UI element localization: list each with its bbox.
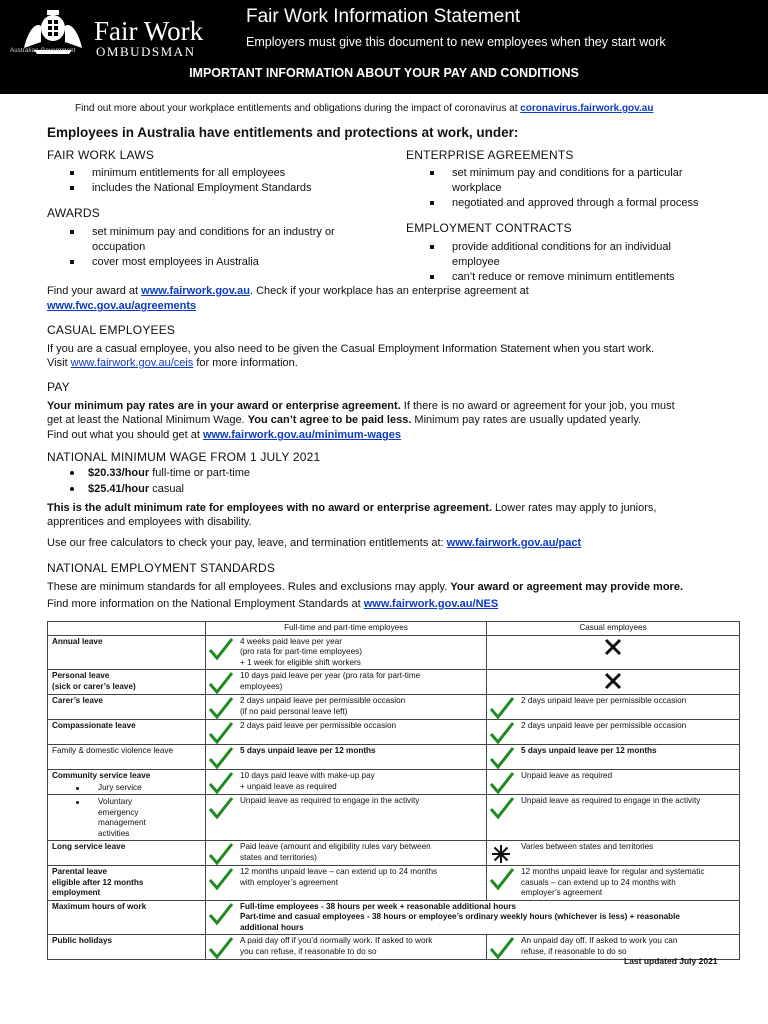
find-award-line [47, 285, 529, 297]
cell-line: Part-time and casual employees - 38 hours or employee’s ordinary weekly hours (whichever is less) + reasonable additional hours [240, 912, 680, 932]
pay-line-2 [47, 414, 641, 426]
entitlement-name [48, 866, 206, 901]
table-row [48, 670, 740, 695]
pay-bold-1: Your minimum pay rates are in your award or enterprise agreement. [47, 400, 401, 412]
nes-heading: NATIONAL EMPLOYMENT STANDARDS [47, 561, 276, 575]
cell-text: 5 days unpaid leave per 12 months [521, 746, 657, 755]
agreements-link[interactable]: www.fwc.gov.au/agreements [47, 300, 197, 312]
list-item: set minimum pay and conditions for an industry or occupation [70, 225, 370, 255]
list-item: provide additional conditions for an individual employee [430, 240, 700, 270]
nes-line-2 [47, 598, 498, 610]
header-cell-casual: Casual employees [487, 622, 740, 636]
casual-cell [487, 795, 740, 841]
adult-rate-bold: This is the adult minimum rate for employees with no award or enterprise agreement. [47, 502, 492, 514]
cell-text: An unpaid day off. If asked to work you can refuse, if reasonable to do so [521, 936, 678, 956]
check-icon [208, 842, 234, 866]
find-award-text: Find your award at [47, 285, 142, 297]
cell-text: 12 months unpaid leave for regular and systematic casuals – can extend up to 24 months with employer’s agreement [521, 867, 705, 897]
entitlement-line: eligible after 12 months employment [52, 877, 144, 897]
page-title: Fair Work Information Statement [246, 6, 521, 27]
check-icon [489, 867, 515, 891]
max-hours-cell [206, 900, 740, 935]
wage-type: full-time or part-time [149, 467, 250, 479]
page-subtitle: Employers must give this document to new employees when they start work [246, 35, 666, 49]
wage-amount: $20.33/hour [88, 467, 150, 479]
adult-rate-rest: Lower rates may apply to juniors, [492, 502, 657, 514]
table-row [48, 635, 740, 670]
adult-rate-line-2: apprentices and employees with disability. [47, 516, 252, 528]
entitlement-name: Public holidays [48, 935, 206, 960]
check-icon [489, 936, 515, 960]
list-item: Jury service [52, 783, 201, 794]
cell-text: 10 days paid leave per year (pro rata for part-time employees) [240, 671, 421, 691]
cell-line: 4 weeks paid leave per year [240, 636, 342, 646]
table-row [48, 841, 740, 866]
header-cell-full-time: Full-time and part-time employees [206, 622, 487, 636]
asterisk-icon [491, 844, 511, 864]
casual-text-post: for more information. [193, 357, 298, 369]
entitlement-name: Maximum hours of work [48, 900, 206, 935]
brand-logo-text: Fair Work [94, 16, 204, 46]
table-row [48, 795, 740, 841]
header-band [0, 0, 768, 94]
list-item: cover most employees in Australia [70, 255, 370, 270]
covid-link[interactable]: coronavirus.fairwork.gov.au [520, 103, 654, 114]
last-updated: Last updated July 2021 [624, 956, 718, 966]
table-row [48, 695, 740, 720]
table-row [48, 866, 740, 901]
entitlement-line: Parental leave [52, 867, 108, 876]
brand-sub: OMBUDSMAN [96, 44, 196, 59]
intro-heading: Employees in Australia have entitlements and protections at work, under: [47, 125, 519, 140]
casual-heading: CASUAL EMPLOYEES [47, 323, 176, 337]
cell-text: 2 days unpaid leave per permissible occasion [521, 696, 687, 705]
check-icon [208, 796, 234, 820]
check-icon [208, 696, 234, 720]
list-item [66, 465, 250, 481]
casual-text: Visit [47, 357, 71, 369]
wage-amount: $25.41/hour [88, 483, 150, 495]
pay-bold-2: You can’t agree to be paid less. [247, 414, 412, 426]
list-item: can’t reduce or remove minimum entitlements [430, 270, 730, 285]
casual-cell [487, 745, 740, 770]
list-item: set minimum pay and conditions for a particular workplace [430, 166, 715, 196]
fair-work-laws-list [70, 166, 370, 196]
check-icon [489, 796, 515, 820]
entitlement-name: Family & domestic violence leave [48, 745, 206, 770]
pact-link[interactable]: www.fairwork.gov.au/pact [446, 537, 582, 549]
nes-link[interactable]: www.fairwork.gov.au/NES [363, 598, 499, 610]
pay-text-3: Minimum pay rates are usually updated yearly. [411, 414, 642, 426]
full-time-cell [206, 635, 487, 670]
casual-cell [487, 670, 740, 695]
list-item: negotiated and approved through a formal process [430, 196, 730, 211]
list-item: minimum entitlements for all employees [70, 166, 370, 181]
full-time-cell [206, 670, 487, 695]
check-icon [208, 721, 234, 745]
nmw-list [66, 465, 250, 497]
cell-text: 12 months unpaid leave – can extend up to 24 months with employer’s agreement [240, 867, 438, 887]
cell-line: Full-time employees - 38 hours per week + reasonable additional hours [240, 901, 516, 911]
ceis-link[interactable]: www.fairwork.gov.au/ceis [70, 357, 194, 369]
cell-line: + 1 week for eligible shift workers [240, 657, 361, 667]
covid-note [75, 103, 653, 114]
casual-cell [487, 841, 740, 866]
nmw-heading: NATIONAL MINIMUM WAGE FROM 1 JULY 2021 [47, 450, 321, 464]
casual-cell [487, 866, 740, 901]
enterprise-agreements-list [430, 166, 730, 211]
awards-heading: AWARDS [47, 206, 100, 220]
calculator-line [47, 537, 581, 549]
cell-text: Unpaid leave as required to engage in the activity [521, 796, 701, 805]
check-icon [208, 746, 234, 770]
entitlement-line: (sick or carer’s leave) [52, 681, 136, 691]
cell-text: Varies between states and territories [521, 842, 654, 851]
table-row [48, 770, 740, 795]
list-item: includes the National Employment Standards [70, 181, 370, 196]
nes-text-2: Find more information on the National Employment Standards at [47, 598, 364, 610]
check-icon [208, 902, 234, 926]
fair-work-laws-heading: FAIR WORK LAWS [47, 148, 155, 162]
pay-text-2: get at least the National Minimum Wage. [47, 414, 248, 426]
table-row [48, 745, 740, 770]
entitlement-name [48, 670, 206, 695]
table-row [48, 720, 740, 745]
cell-text: Unpaid leave as required [521, 771, 613, 780]
list-item [66, 481, 250, 497]
check-icon [489, 721, 515, 745]
entitlement-name [48, 770, 206, 795]
table-header-row [48, 622, 740, 636]
cross-icon [603, 671, 623, 691]
casual-cell [487, 695, 740, 720]
agreements-link-line [47, 300, 196, 312]
community-sub-list [52, 783, 201, 794]
entitlement-name: Carer’s leave [48, 695, 206, 720]
cell-text: A paid day off if you’d normally work. If asked to work you can refuse, if reasonable to do so [240, 936, 433, 956]
check-icon [208, 771, 234, 795]
wage-type: casual [149, 483, 184, 495]
casual-line-1: If you are a casual employee, you also need to be given the Casual Employment Information Statement when you start work. [47, 343, 655, 355]
awards-list [70, 225, 370, 270]
community-sub-list [52, 797, 201, 839]
cell-text: Paid leave (amount and eligibility rules vary between states and territories) [240, 842, 431, 862]
minimum-wages-link[interactable]: www.fairwork.gov.au/minimum-wages [202, 429, 401, 441]
nes-table [47, 621, 740, 960]
cell-line: (pro rata for part-time employees) [240, 647, 362, 656]
check-icon [489, 771, 515, 795]
calc-text: Use our free calculators to check your pay, leave, and termination entitlements at: [47, 537, 447, 549]
full-time-cell [206, 866, 487, 901]
entitlement-name: Compassionate leave [48, 720, 206, 745]
casual-cell [487, 770, 740, 795]
nes-line-1 [47, 581, 683, 593]
important-banner: IMPORTANT INFORMATION ABOUT YOUR PAY AND CONDITIONS [189, 66, 579, 80]
list-item: Voluntary emergency management activities [52, 797, 201, 839]
casual-line-2 [47, 357, 298, 369]
cell-text: 5 days unpaid leave per 12 months [240, 746, 376, 755]
pay-line-3 [47, 429, 401, 441]
cell-line: + unpaid leave as required [240, 781, 337, 791]
adult-rate-line-1 [47, 502, 656, 514]
full-time-cell [206, 795, 487, 841]
covid-text: Find out more about your workplace entitlements and obligations during the impact of coronavirus at [75, 103, 521, 114]
cell-line: 10 days paid leave with make-up pay [240, 771, 375, 780]
entitlement-line: Personal leave [52, 671, 110, 680]
find-award-text-2: . Check if your workplace has an enterprise agreement at [249, 285, 529, 297]
full-time-cell [206, 720, 487, 745]
pay-heading: PAY [47, 380, 70, 394]
entitlement-line: Community service leave [52, 771, 151, 780]
check-icon [208, 936, 234, 960]
fairwork-link[interactable]: www.fairwork.gov.au [141, 285, 250, 297]
employment-contracts-heading: EMPLOYMENT CONTRACTS [406, 221, 572, 235]
casual-cell [487, 720, 740, 745]
casual-cell [487, 635, 740, 670]
check-icon [489, 696, 515, 720]
check-icon [489, 746, 515, 770]
full-time-cell [206, 770, 487, 795]
entitlement-name: Long service leave [48, 841, 206, 866]
full-time-cell [206, 695, 487, 720]
header-cell-empty [48, 622, 206, 636]
cell-line: (if no paid personal leave left) [240, 706, 348, 716]
nes-text-1: These are minimum standards for all employees. Rules and exclusions may apply. [47, 581, 451, 593]
pay-line-1 [47, 400, 675, 412]
full-time-cell [206, 841, 487, 866]
full-time-cell [206, 935, 487, 960]
cell-line: 2 days unpaid leave per permissible occasion [240, 696, 406, 705]
cell-text: 2 days paid leave per permissible occasion [240, 721, 397, 730]
cross-icon [603, 637, 623, 657]
entitlement-name [48, 795, 206, 841]
enterprise-agreements-heading: ENTERPRISE AGREEMENTS [406, 148, 574, 162]
pay-text-4: Find out what you should get at [47, 429, 203, 441]
cell-text: 2 days unpaid leave per permissible occasion [521, 721, 687, 730]
nes-bold: Your award or agreement may provide more. [450, 581, 684, 593]
table-row [48, 900, 740, 935]
gov-label: Australian Government [10, 48, 76, 54]
check-icon [208, 671, 234, 695]
cell-text: Unpaid leave as required to engage in the activity [240, 796, 420, 805]
employment-contracts-list [430, 240, 730, 285]
full-time-cell [206, 745, 487, 770]
check-icon [208, 637, 234, 661]
check-icon [208, 867, 234, 891]
entitlement-name: Annual leave [48, 635, 206, 670]
pay-text-1: If there is no award or agreement for your job, you must [400, 400, 675, 412]
